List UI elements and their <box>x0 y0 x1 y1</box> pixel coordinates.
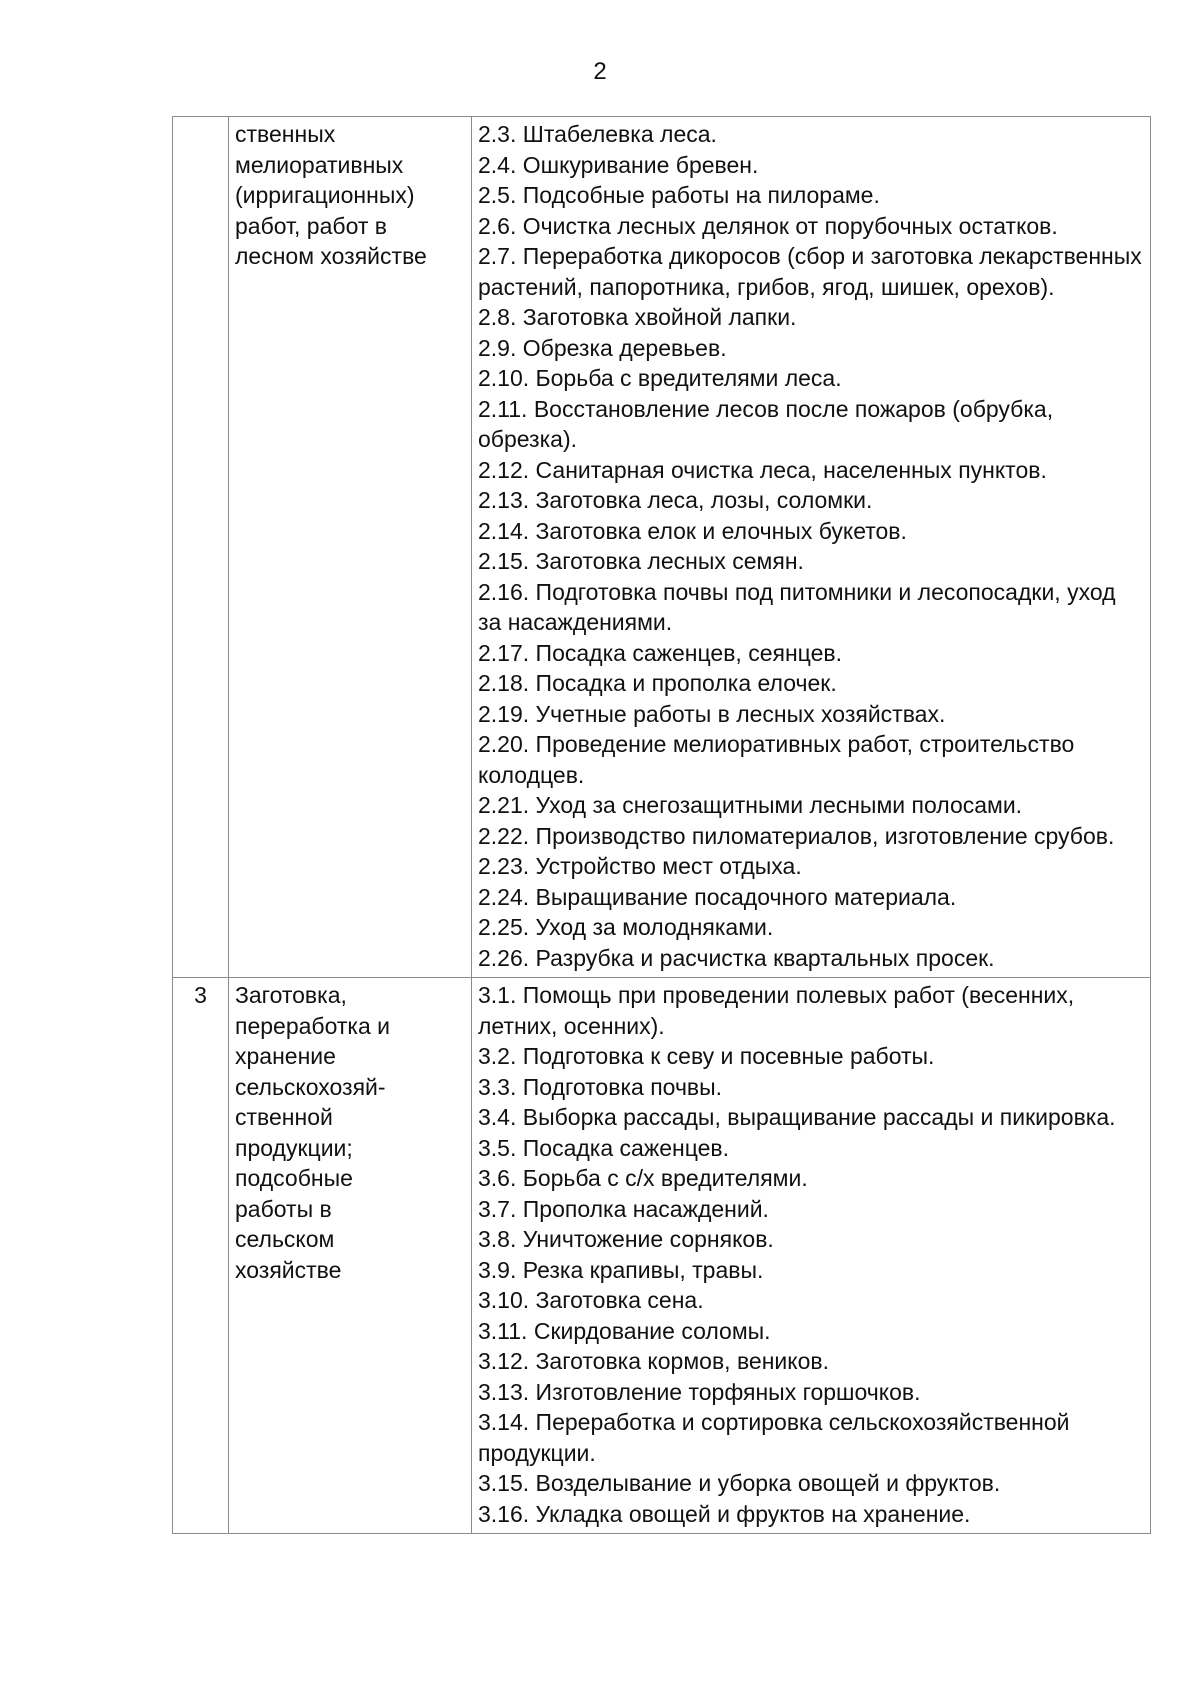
work-item: 3.15. Возделывание и уборка овощей и фруктов. <box>478 1470 1001 1496</box>
work-item: 3.1. Помощь при проведении полевых работ (весенних, летних, осенних). <box>478 982 1075 1039</box>
work-item: 3.14. Переработка и сортировка сельскохозяйственной продукции. <box>478 1409 1070 1466</box>
work-item: 2.14. Заготовка елок и елочных букетов. <box>478 517 907 544</box>
work-item: 3.12. Заготовка кормов, веников. <box>478 1348 829 1374</box>
work-item: 2.26. Разрубка и расчистка квартальных просек. <box>478 944 995 971</box>
work-item: 3.7. Прополка насаждений. <box>478 1195 769 1222</box>
work-category-cell: ственных мелиоративных (ирригационных) работ, работ в лесном хозяйстве <box>229 117 472 978</box>
work-item: 2.9. Обрезка деревьев. <box>478 334 727 361</box>
work-item: 2.20. Проведение мелиоративных работ, строительство колодцев. <box>478 731 1075 788</box>
work-item: 3.16. Укладка овощей и фруктов на хранение. <box>478 1500 971 1527</box>
work-item: 2.25. Уход за молодняками. <box>478 914 774 940</box>
work-item: 3.5. Посадка саженцев. <box>478 1134 730 1161</box>
work-item: 2.19. Учетные работы в лесных хозяйствах. <box>478 700 946 727</box>
work-item: 2.16. Подготовка почвы под питомники и лесопосадки, уход за насаждениями. <box>478 578 1116 635</box>
work-item: 2.3. Штабелевка леса. <box>478 121 717 147</box>
work-item: 3.10. Заготовка сена. <box>478 1287 704 1313</box>
work-item: 3.9. Резка крапивы, травы. <box>478 1256 764 1283</box>
work-items-cell <box>472 117 1151 978</box>
work-item: 2.15. Заготовка лесных семян. <box>478 548 804 574</box>
work-item: 2.10. Борьба с вредителями леса. <box>478 365 842 391</box>
row-number-cell: 3 <box>173 978 229 1534</box>
page-number: 2 <box>593 58 607 85</box>
work-item: 2.6. Очистка лесных делянок от порубочных остатков. <box>478 212 1058 239</box>
work-items-cell <box>472 978 1151 1534</box>
work-item: 2.5. Подсобные работы на пилораме. <box>478 182 880 208</box>
work-item: 2.11. Восстановление лесов после пожаров (обрубка, обрезка). <box>478 395 1054 452</box>
work-category-cell: Заготовка, переработка и хранение сельскохозяй- ственной продукции; подсобные работы в сельском хозяйстве <box>229 978 472 1534</box>
work-item: 2.22. Производство пиломатериалов, изготовление срубов. <box>478 822 1115 849</box>
work-item: 2.13. Заготовка леса, лозы, соломки. <box>478 487 873 513</box>
work-item: 3.6. Борьба с с/х вредителями. <box>478 1165 808 1191</box>
work-item: 3.4. Выборка рассады, выращивание рассады и пикировка. <box>478 1104 1116 1130</box>
row-number-cell <box>173 117 229 978</box>
work-item: 3.11. Скирдование соломы. <box>478 1317 771 1344</box>
work-item: 2.17. Посадка саженцев, сеянцев. <box>478 639 842 666</box>
work-item: 2.18. Посадка и прополка елочек. <box>478 670 837 696</box>
work-item: 3.2. Подготовка к севу и посевные работы. <box>478 1043 935 1069</box>
table-row <box>173 117 1151 978</box>
table-body <box>173 117 1151 1534</box>
work-item: 3.13. Изготовление торфяных горшочков. <box>478 1378 921 1405</box>
work-item: 2.4. Ошкуривание бревен. <box>478 151 759 178</box>
work-item: 2.21. Уход за снегозащитными лесными полосами. <box>478 792 1023 818</box>
work-item: 2.7. Переработка дикоросов (сбор и заготовка лекарственных растений, папоротника, грибов, ягод, шишек, орехов). <box>478 243 1142 300</box>
work-item: 2.8. Заготовка хвойной лапки. <box>478 304 797 330</box>
work-types-table <box>172 116 1151 1534</box>
work-item: 2.12. Санитарная очистка леса, населенных пунктов. <box>478 456 1047 483</box>
work-item: 3.3. Подготовка почвы. <box>478 1073 723 1100</box>
table-row <box>173 978 1151 1534</box>
work-item: 2.23. Устройство мест отдыха. <box>478 853 802 879</box>
work-item: 3.8. Уничтожение сорняков. <box>478 1226 774 1252</box>
work-item: 2.24. Выращивание посадочного материала. <box>478 883 957 910</box>
